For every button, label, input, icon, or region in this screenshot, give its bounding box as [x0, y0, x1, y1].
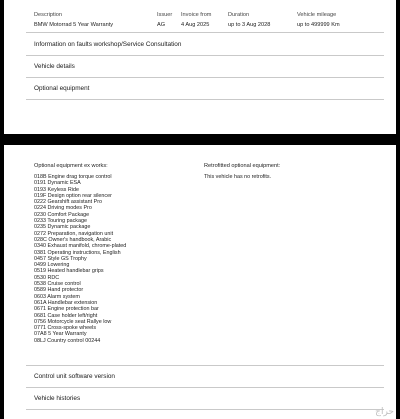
divider — [26, 77, 384, 78]
card-edge-left — [0, 0, 4, 134]
section-fault-information[interactable]: Information on faults workshop/Service Consultation — [34, 41, 182, 48]
section-optional-equipment[interactable]: Optional equipment — [34, 85, 90, 92]
list-item: 0340 Exhaust manifold, chrome-plated — [34, 243, 127, 250]
section-control-unit-software[interactable]: Control unit software version — [34, 373, 115, 380]
list-item: 0191 Dynamic ESA — [34, 180, 81, 187]
divider — [26, 32, 384, 33]
list-item: 0671 Engine protection bar — [34, 306, 99, 313]
optional-equipment-title: Optional equipment ex works: — [34, 163, 108, 169]
cell-description: BMW Motorrad 5 Year Warranty — [34, 22, 114, 28]
watermark-logo: حراج — [375, 407, 394, 417]
header-issuer: Issuer — [157, 12, 173, 18]
list-item: 0193 Keyless Ride — [34, 186, 79, 193]
list-item: 0603 Alarm system — [34, 293, 80, 300]
warranty-card — [0, 0, 400, 134]
section-vehicle-histories[interactable]: Vehicle histories — [34, 395, 81, 402]
card-edge-left — [0, 145, 4, 419]
list-item: 0589 Hand protector — [34, 287, 84, 294]
retrofitted-text: This vehicle has no retrofits. — [204, 174, 272, 180]
list-item: 061A Handlebar extension — [34, 299, 98, 306]
list-item: 0771 Cross-spoke wheels — [34, 325, 97, 332]
list-item: 0222 Gearshift assistant Pro — [34, 199, 103, 206]
cell-issuer: AG — [157, 22, 166, 28]
header-duration: Duration — [228, 12, 250, 18]
retrofitted-title: Retrofitted optional equipment: — [204, 163, 281, 169]
card-edge-right — [396, 0, 400, 134]
list-item: 019F Design option rear silencer — [34, 192, 112, 199]
list-item: 0519 Heated handlebar grips — [34, 268, 104, 275]
divider — [26, 409, 384, 410]
cell-vehicle-mileage: up to 499999 Km — [297, 22, 340, 28]
list-item: 0756 Motorcycle seat Rallye low — [34, 318, 112, 325]
list-item: 0530 RDC — [34, 274, 60, 281]
list-item: 018B Engine drag torque control — [34, 174, 112, 180]
optional-equipment-list — [34, 174, 126, 344]
header-description: Description — [34, 12, 62, 18]
list-item: 0538 Cruise control — [34, 281, 81, 288]
list-item: 07A8 5 Year Warranty — [34, 331, 87, 338]
list-item: 028C Owner's handbook, Arabic — [34, 236, 112, 243]
section-vehicle-details[interactable]: Vehicle details — [34, 63, 75, 70]
list-item: 0457 Style GS Trophy — [34, 255, 87, 262]
list-item: 0681 Case holder left/right — [34, 312, 98, 319]
list-item: 0272 Preparation, navigation unit — [34, 230, 114, 237]
list-item: 0224 Driving modes Pro — [34, 205, 92, 212]
list-item: 08LJ Country control 00244 — [34, 337, 101, 344]
divider — [26, 365, 384, 366]
list-item: 0235 Dynamic package — [34, 224, 91, 231]
header-invoice-from: Invoice from — [181, 12, 212, 18]
divider — [26, 55, 384, 56]
list-item: 0233 Touring package — [34, 218, 87, 225]
list-item: 0499 Lowering — [34, 262, 70, 269]
list-item: 0381 Operating instructions, English — [34, 249, 121, 256]
cell-invoice-from: 4 Aug 2025 — [181, 22, 210, 28]
cell-duration: up to 3 Aug 2028 — [228, 22, 271, 28]
header-vehicle-mileage: Vehicle mileage — [297, 12, 337, 18]
divider — [26, 99, 384, 100]
divider — [26, 387, 384, 388]
card-edge-right — [396, 145, 400, 419]
list-item: 0230 Comfort Package — [34, 211, 90, 218]
